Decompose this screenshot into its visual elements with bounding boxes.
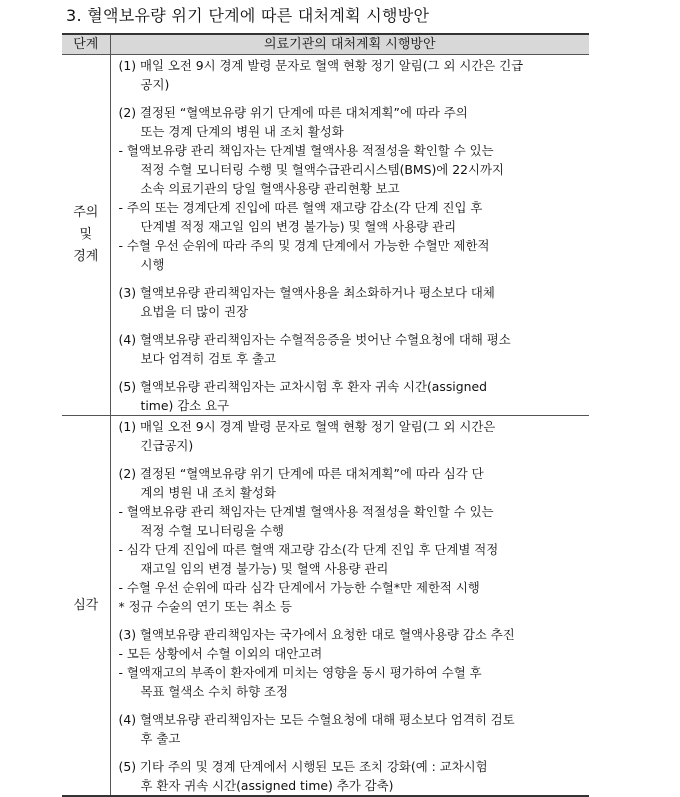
plan-item-line: (3) 혈액보유량 관리책임자는 국가에서 요청한 대로 혈액사용량 감소 추진 [118, 627, 515, 642]
plan-item-line: (2) 결정된 “혈액보유량 위기 단계에 따른 대처계획”에 따라 심각 단 [118, 466, 484, 481]
plan-item-line: (3) 혈액보유량 관리책임자는 혈액사용을 최소화하거나 평소보다 대체 [118, 285, 495, 300]
plan-cell-caution-alert [110, 55, 589, 416]
plan-item [119, 417, 586, 455]
plan-column-header: 의료기관의 대처계획 시행방안 [110, 34, 589, 55]
plan-item [119, 464, 586, 616]
plan-item-line: - 혈액재고의 부족이 환자에게 미치는 영향을 동시 평가하여 수혈 후 [118, 665, 482, 680]
plan-items [111, 55, 590, 415]
plan-items [111, 416, 590, 795]
plan-item-line: 적정 수혈 모니터링을 수행 [140, 523, 284, 538]
plan-item-line: (5) 기타 주의 및 경계 단계에서 시행된 모든 조치 강화(예 : 교차시험 [118, 759, 488, 774]
stage-label-line: 심각 [73, 597, 99, 613]
table-row-caution-alert [62, 55, 589, 416]
stage-column-header: 단계 [62, 34, 110, 55]
plan-item [119, 283, 586, 321]
plan-item-line: 공지) [140, 77, 170, 92]
plan-item-line: 재고일 임의 변경 불가능) 및 혈액 사용량 관리 [140, 561, 389, 576]
plan-item [119, 625, 586, 701]
plan-item-line: 후 환자 귀속 시간(assigned time) 추가 감축) [140, 778, 394, 793]
response-plan-table [62, 33, 589, 797]
stage-cell-caution-alert [62, 55, 110, 416]
plan-item-line: (5) 혈액보유량 관리책임자는 교차시험 후 환자 귀속 시간(assigned [118, 379, 487, 394]
plan-item [119, 330, 586, 368]
stage-label-line: 경계 [73, 249, 99, 264]
plan-item-line: 계의 병원 내 조치 활성화 [140, 485, 276, 500]
plan-item-line: 적정 수혈 모니터링 수행 및 혈액수급관리시스템(BMS)에 22시까지 [140, 162, 504, 177]
section-heading: 3. 혈액보유량 위기 단계에 따른 대처계획 시행방안 [66, 6, 430, 25]
plan-item-line: - 주의 또는 경계단계 진입에 따른 혈액 재고량 감소(각 단계 진입 후 [118, 200, 483, 215]
plan-item-line: (1) 매일 오전 9시 경계 발령 문자로 혈액 현황 정기 알림(그 외 시간은 [118, 419, 496, 434]
plan-item-line: 단계별 적정 재고일 임의 변경 불가능) 및 혈액 사용량 관리 [140, 219, 457, 234]
plan-item-line: 후 출고 [140, 731, 181, 746]
stage-label-line: 주의 [73, 205, 99, 220]
plan-item-line: 요법을 더 많이 권장 [140, 304, 249, 319]
plan-cell-serious [110, 416, 589, 797]
plan-item-line: (4) 혈액보유량 관리책임자는 모든 수혈요청에 대해 평소보다 엄격히 검토 [118, 712, 515, 727]
plan-item-line: 목표 혈색소 수치 하향 조정 [140, 684, 288, 699]
table-header-row [62, 34, 589, 55]
plan-item-line: (2) 결정된 “혈액보유량 위기 단계에 따른 대처계획”에 따라 주의 [118, 105, 468, 120]
stage-label-line: 및 [79, 227, 93, 242]
plan-item-line: 소속 의료기관의 당일 혈액사용량 관리현황 보고 [140, 181, 400, 196]
plan-item-line: - 모든 상황에서 수혈 이외의 대안고려 [118, 646, 323, 661]
plan-item-line: 긴급공지) [140, 438, 194, 453]
plan-item-line: - 혈액보유량 관리 책임자는 단계별 혈액사용 적절성을 확인할 수 있는 [118, 504, 494, 519]
plan-item-line: - 수혈 우선 순위에 따라 주의 및 경계 단계에서 가능한 수혈만 제한적 [118, 238, 490, 253]
plan-item-line: (4) 혈액보유량 관리책임자는 수혈적응증을 벗어난 수혈요청에 대해 평소 [118, 332, 511, 347]
plan-item [119, 56, 586, 94]
plan-item-line: time) 감소 요구 [140, 398, 230, 413]
plan-item-line: 보다 엄격히 검토 후 출고 [140, 351, 276, 366]
plan-item-line: - 심각 단계 진입에 따른 혈액 재고량 감소(각 단계 진입 후 단계별 적정 [118, 542, 499, 557]
plan-item-line: 또는 경계 단계의 병원 내 조치 활성화 [140, 124, 344, 139]
plan-item [119, 103, 586, 274]
plan-item-line: - 혈액보유량 관리 책임자는 단계별 혈액사용 적절성을 확인할 수 있는 [118, 143, 494, 158]
plan-item [119, 757, 586, 795]
plan-item [119, 377, 586, 415]
plan-item-line: (1) 매일 오전 9시 경계 발령 문자로 혈액 현황 정기 알림(그 외 시간은 긴급 [118, 58, 524, 73]
plan-item-line: 시행 [140, 257, 165, 272]
plan-item-line: - 수혈 우선 순위에 따라 심각 단계에서 가능한 수혈*만 제한적 시행 [118, 580, 480, 595]
stage-cell-serious [62, 416, 110, 797]
plan-item-line: * 정규 수술의 연기 또는 취소 등 [118, 599, 292, 614]
plan-item [119, 710, 586, 748]
table-row-serious [62, 416, 589, 797]
